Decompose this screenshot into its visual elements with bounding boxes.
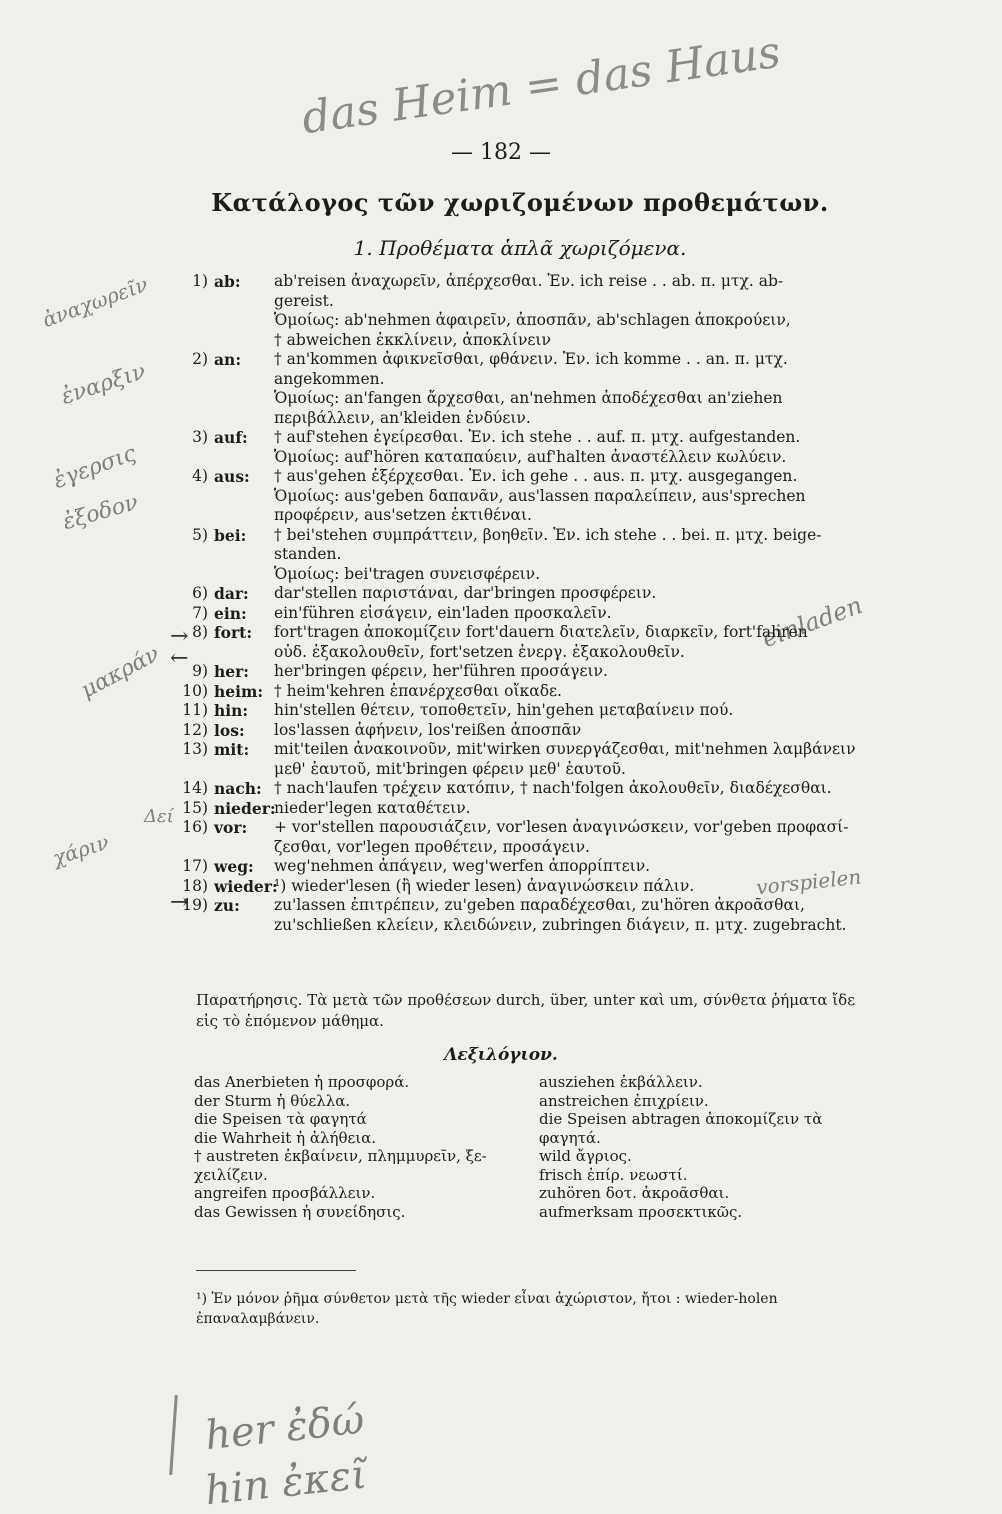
page-title: Κατάλογος τῶν χωριζομένων προθεμάτων. [211,188,829,217]
entry-line: ab'reisen ἀναχωρεῖν, ἀπέρχεσθαι. Ἐν. ich reise . . ab. π. μτχ. ab- [274,272,784,290]
margin-note-1: ἀναχωρεῖν [39,271,151,333]
entry-prefix: wieder: [214,876,278,896]
prefix-entry [170,662,870,682]
entry-number: 16) [182,818,208,836]
entry-line: Ὁμοίως: bei'tragen συνεισφέρειν. [274,564,541,583]
vocabulary-item: der Sturm ἡ θύελλα. [194,1091,351,1110]
entry-line: mit'teilen ἀνακοινοῦν, mit'wirken συνεργάζεσθαι, mit'nehmen λαμβάνειν [274,740,856,758]
entry-line: dar'stellen παριστάναι, dar'bringen προσφέρειν. [274,584,657,602]
prefix-entry [170,877,870,897]
margin-note-3: ἐγερσις [50,441,140,494]
entry-number: 6) [192,584,208,602]
entry-prefix: fort: [214,623,253,642]
entry-body [274,467,870,526]
entry-number: 17) [182,857,208,875]
entry-number: 1) [192,272,208,290]
entry-number: 3) [192,428,208,446]
entry-line: Ὁμοίως: auf'hören καταπαύειν, auf'halten ἀναστέλλειν κωλύειν. [274,447,787,466]
entry-body [274,428,870,467]
vocabulary-item: die Speisen τὰ φαγητά [194,1110,367,1128]
prefix-entry [170,740,870,779]
entry-line: Ὁμοίως: aus'geben δαπανᾶν, aus'lassen παραλείπειν, aus'sprechen [274,486,806,505]
arrow-icon: → [170,624,189,649]
entry-prefix: aus: [214,467,250,486]
page-number: — 182 — [451,140,551,165]
prefix-entry [170,467,870,526]
handwritten-note-bottom-2: hin ἐκεῖ [203,1451,369,1514]
entry-line: Ὁμοίως: an'fangen ἄρχεσθαι, an'nehmen ἀποδέχεσθαι an'ziehen [274,389,783,407]
entry-line: Ὁμοίως: ab'nehmen ἀφαιρεῖν, ἀποσπᾶν, ab'schlagen ἀποκρούειν, [274,311,791,329]
entry-line: † abweichen ἐκκλίνειν, ἀποκλίνειν [274,330,551,349]
section-subtitle: 1. Προθέματα ἁπλᾶ χωριζόμενα. [353,236,687,260]
entry-number: 4) [192,467,208,485]
entry-line: gereist. [274,291,334,310]
entry-body [274,857,870,877]
vocabulary-item: die Wahrheit ἡ ἀλήθεια. [194,1128,377,1147]
entry-line: fort'tragen ἀποκομίζειν fort'dauern διατελεῖν, διαρκεῖν, fort'fahren [274,623,808,641]
entry-body [274,682,870,702]
handwritten-note-bottom-1: her ἐδώ [203,1396,367,1460]
entry-line: † auf'stehen ἐγείρεσθαι. Ἐν. ich stehe . . auf. π. μτχ. aufgestanden. [274,428,801,446]
entry-body [274,818,870,857]
prefix-entry [170,779,870,799]
prefix-entry [170,526,870,585]
entry-number: 10) [182,681,208,700]
vocabulary-item: frisch ἐπίρ. νεωστί. [539,1165,688,1184]
margin-note-2: ἐναρξιν [58,359,149,410]
margin-note-right-2: vorspielen [755,864,863,900]
entry-body [274,896,870,935]
entry-line: standen. [274,545,342,563]
entry-number: 11) [182,701,208,719]
entry-body [274,350,870,428]
prefix-entry [170,682,870,702]
entry-prefix: nieder: [214,798,276,818]
entry-prefix: ein: [214,603,247,623]
entry-line: προφέρειν, aus'setzen ἐκτιθέναι. [274,506,532,524]
prefix-entry [170,857,870,877]
entry-line: ζεσθαι, vor'legen προθέτειν, προσάγειν. [274,837,590,856]
entry-prefix: weg: [214,857,254,876]
vocabulary-item: zuhören δοτ. ἀκροᾶσθαι. [539,1184,730,1202]
vocabulary-item: das Gewissen ἡ συνείδησις. [194,1202,406,1221]
vocabulary-item: wild ἄγριος. [539,1147,632,1165]
entry-number: 13) [182,740,208,758]
entry-line: † nach'laufen τρέχειν κατόπιν, † nach'folgen ἀκολουθεῖν, διαδέχεσθαι. [274,779,832,797]
entry-line: zu'lassen ἐπιτρέπειν, zu'geben παραδέχεσθαι, zu'hören ἀκροᾶσθαι, [274,896,805,914]
arrow-icon: → [170,890,189,915]
entry-prefix: her: [214,662,250,681]
entry-line: + vor'stellen παρουσιάζειν, vor'lesen ἀναγινώσκειν, vor'geben προφασί- [274,818,849,836]
entry-line: zu'schließen κλείειν, κλειδώνειν, zubringen διάγειν, π. μτχ. zugebracht. [274,915,847,934]
footnote-divider [196,1270,356,1271]
entry-line: † bei'stehen συμπράττειν, βοηθεῖν. Ἐν. ich stehe . . bei. π. μτχ. beige- [274,525,822,544]
vocabulary-item: ausziehen ἐκβάλλειν. [539,1073,703,1091]
vocabulary-column-right [539,1073,874,1221]
entry-prefix: ab: [214,272,241,291]
entry-line: ¹) wieder'lesen (ἢ wieder lesen) ἀναγινώσκειν πάλιν. [274,876,695,895]
entry-line: nieder'legen καταθέτειν. [274,798,471,817]
prefix-entry [170,701,870,721]
entry-prefix: auf: [214,428,248,447]
entry-body [274,701,870,721]
entry-prefix: vor: [214,818,248,837]
entry-body [274,779,870,799]
margin-note-7: Δεί [144,806,174,827]
entry-prefix: dar: [214,584,249,603]
entry-body [274,662,870,682]
entry-line: los'lassen ἀφήνειν, los'reißen ἀποσπᾶν [274,720,582,739]
entry-number: 2) [192,350,208,368]
margin-note-8: χάριν [49,829,112,871]
entry-number: 14) [182,779,208,797]
entry-line: her'bringen φέρειν, her'führen προσάγειν. [274,662,608,680]
arrow-icon: ← [170,646,189,671]
entry-line: οὐδ. ἐξακολουθεῖν, fort'setzen ἐνεργ. ἐξακολουθεῖν. [274,642,685,661]
entry-prefix: an: [214,350,242,369]
handwritten-bar [169,1395,178,1475]
prefix-entry [170,818,870,857]
entry-body [274,584,870,604]
entry-line: weg'nehmen ἀπάγειν, weg'werfen ἀπορρίπτειν. [274,857,651,875]
prefix-entry [170,604,870,624]
entry-line: hin'stellen θέτειν, τοποθετεῖν, hin'gehen μεταβαίνειν πού. [274,701,734,719]
vocabulary-item: die Speisen abtragen ἀποκομίζειν τὰ [539,1110,823,1128]
entry-line: περιβάλλειν, an'kleiden ἐνδύειν. [274,408,531,427]
entry-number: 7) [192,603,208,622]
vocabulary-item: angreifen προσβάλλειν. [194,1184,376,1202]
entry-line: μεθ' ἑαυτοῦ, mit'bringen φέρειν μεθ' ἑαυτοῦ. [274,759,626,778]
prefix-entry [170,584,870,604]
entry-body [274,721,870,741]
entry-number: 9) [192,662,208,680]
entry-number: 19) [182,896,208,914]
prefix-entry [170,623,870,662]
prefix-entry [170,799,870,819]
vocabulary-list [194,1073,874,1221]
entry-body [274,604,870,624]
entry-prefix: nach: [214,779,262,798]
margin-note-right-1: einladen [758,591,866,653]
vocabulary-item: φαγητά. [539,1128,601,1147]
entry-prefix: hin: [214,701,249,720]
entry-body [274,272,870,350]
handwritten-note-top: das Heim = das Haus [298,26,784,145]
entry-body [274,623,870,662]
entry-body [274,877,870,897]
entry-line: ein'führen εἰσάγειν, ein'laden προσκαλεῖν. [274,603,612,622]
prefix-entry [170,896,870,935]
entry-number: 18) [182,876,208,895]
vocabulary-item: das Anerbieten ἡ προσφορά. [194,1073,410,1091]
entry-line: † heim'kehren ἐπανέρχεσθαι οἴκαδε. [274,681,562,700]
footnote: ¹) Ἐν μόνον ῥῆμα σύνθετον μετὰ τῆς wieder εἶναι ἀχώριστον, ἤτοι : wieder-holen ἐπαναλαμβάνειν. [196,1291,778,1327]
entry-line: angekommen. [274,369,385,388]
entry-line: † an'kommen ἀφικνεῖσθαι, φθάνειν. Ἐν. ich komme . . an. π. μτχ. [274,350,788,368]
prefix-list [170,272,870,935]
margin-note-4: ἐξοδον [60,489,142,536]
vocabulary-item: † austreten ἐκβαίνειν, πλημμυρεῖν, ξε- [194,1147,487,1165]
vocabulary-item: χειλίζειν. [194,1165,268,1184]
vocabulary-item: anstreichen ἐπιχρίειν. [539,1091,709,1110]
prefix-entry [170,428,870,467]
entry-prefix: los: [214,720,245,740]
remark: Παρατήρησις. Τὰ μετὰ τῶν προθέσεων durch, über, unter καὶ um, σύνθετα ῥήματα ἴδε εἰς τὸ ἑπόμενον μάθημα. [196,991,855,1030]
margin-note-5: μακράν [77,641,164,704]
vocabulary-column-left [194,1073,529,1221]
entry-body [274,740,870,779]
entry-number: 15) [182,798,208,817]
prefix-entry [170,721,870,741]
vocabulary-heading: Λεξιλόγιον. [444,1045,558,1065]
entry-line: † aus'gehen ἐξέρχεσθαι. Ἐν. ich gehe . . aus. π. μτχ. ausgegangen. [274,467,798,485]
entry-prefix: mit: [214,740,250,759]
entry-prefix: zu: [214,896,240,915]
entry-number: 8) [192,623,208,641]
entry-prefix: bei: [214,525,247,545]
entry-number: 12) [182,720,208,739]
entry-body [274,526,870,585]
prefix-entry [170,350,870,428]
vocabulary-item: aufmerksam προσεκτικῶς. [539,1202,743,1221]
prefix-entry [170,272,870,350]
entry-number: 5) [192,525,208,544]
entry-body [274,799,870,819]
entry-prefix: heim: [214,681,264,701]
